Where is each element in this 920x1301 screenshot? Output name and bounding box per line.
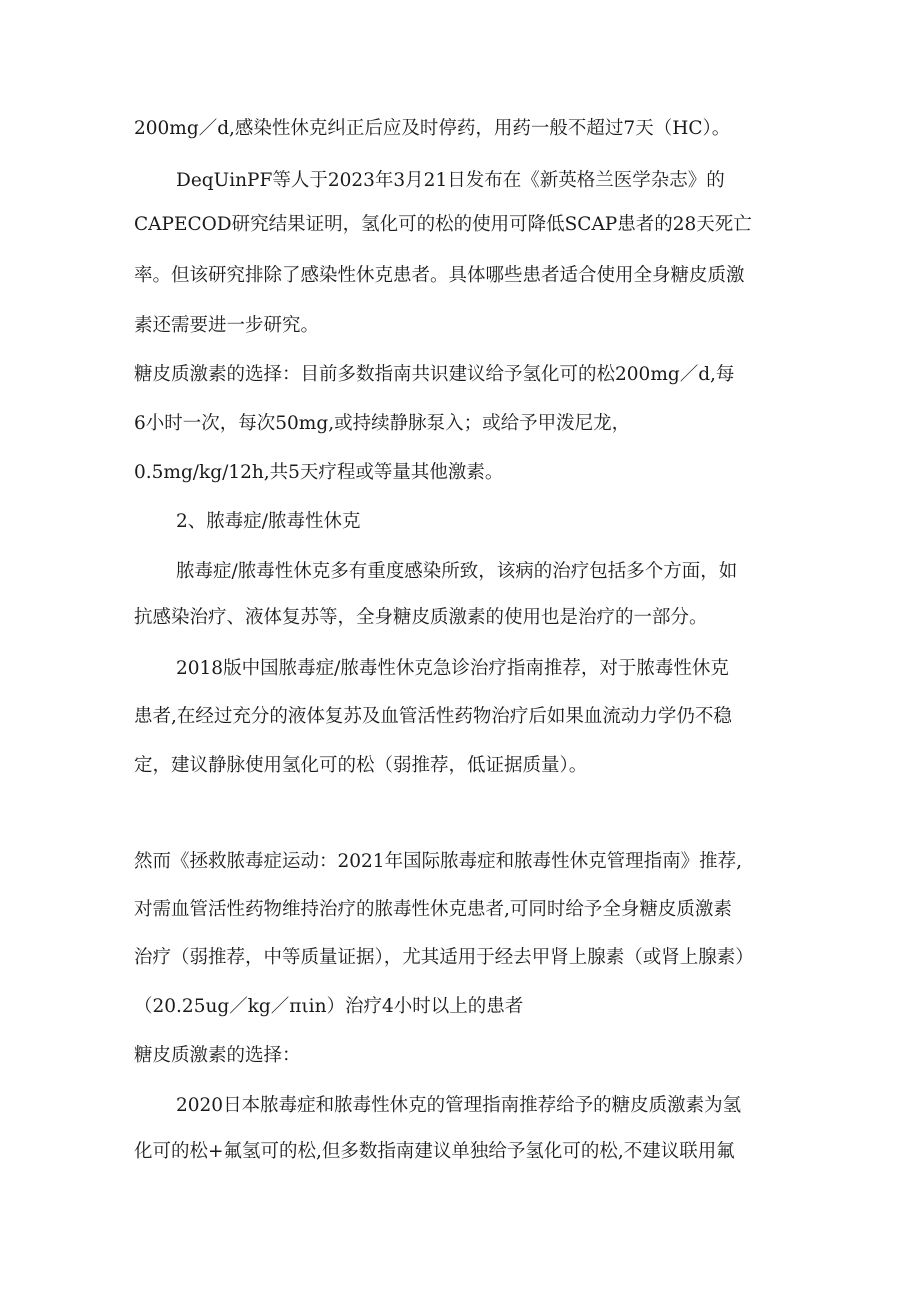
text-line: 患者,在经过充分的液体复苏及血管活性药物治疗后如果血流动力学仍不稳 <box>134 706 732 727</box>
text-line: 糖皮质激素的选择： <box>134 1045 301 1066</box>
text-line: 200mg／d,感染性休克纠正后应及时停药，用药一般不超过7天（HC）。 <box>134 118 731 139</box>
text-line: DeqUinPF等人于2023年3月21日发布在《新英格兰医学杂志》的 <box>176 170 725 191</box>
text-line: CAPECOD研究结果证明，氢化可的松的使用可降低SCAP患者的28天死亡 <box>134 214 752 235</box>
text-line: 对需血管活性药物维持治疗的脓毒性休克患者,可同时给予全身糖皮质激素 <box>134 899 732 920</box>
text-line: 率。但该研究排除了感染性休克患者。具体哪些患者适合使用全身糖皮质激 <box>134 265 745 286</box>
text-line: 0.5mg/kg/12h,共5天疗程或等量其他激素。 <box>134 462 504 483</box>
text-line: 抗感染治疗、液体复苏等，全身糖皮质激素的使用也是治疗的一部分。 <box>134 607 708 628</box>
text-line: 6小时一次，每次50mg,或持续静脉泵入；或给予甲泼尼龙， <box>134 413 631 434</box>
text-line: （20.25ug／kg／πιin）治疗4小时以上的患者 <box>134 996 524 1017</box>
text-line: 化可的松+氟氢可的松,但多数指南建议单独给予氢化可的松,不建议联用氟 <box>134 1141 735 1162</box>
section-heading: 2、脓毒症/脓毒性休克 <box>176 511 361 532</box>
text-line: 定，建议静脉使用氢化可的松（弱推荐，低证据质量）。 <box>134 755 588 776</box>
text-line: 2020日本脓毒症和脓毒性休克的管理指南推荐给予的糖皮质激素为氢 <box>176 1095 742 1116</box>
text-line: 素还需要进一步研究。 <box>134 315 320 336</box>
text-line: 治疗（弱推荐，中等质量证据），尤其适用于经去甲肾上腺素（或肾上腺素） <box>134 947 754 968</box>
text-line: 脓毒症/脓毒性休克多有重度感染所致，该病的治疗包括多个方面，如 <box>176 561 738 582</box>
text-line: 糖皮质激素的选择：目前多数指南共识建议给予氢化可的松200mg／d,每 <box>134 364 735 385</box>
text-line: 2018版中国脓毒症/脓毒性休克急诊治疗指南推荐，对于脓毒性休克 <box>176 658 729 679</box>
text-line: 然而《拯救脓毒症运动：2021年国际脓毒症和脓毒性休克管理指南》推荐, <box>134 851 742 872</box>
